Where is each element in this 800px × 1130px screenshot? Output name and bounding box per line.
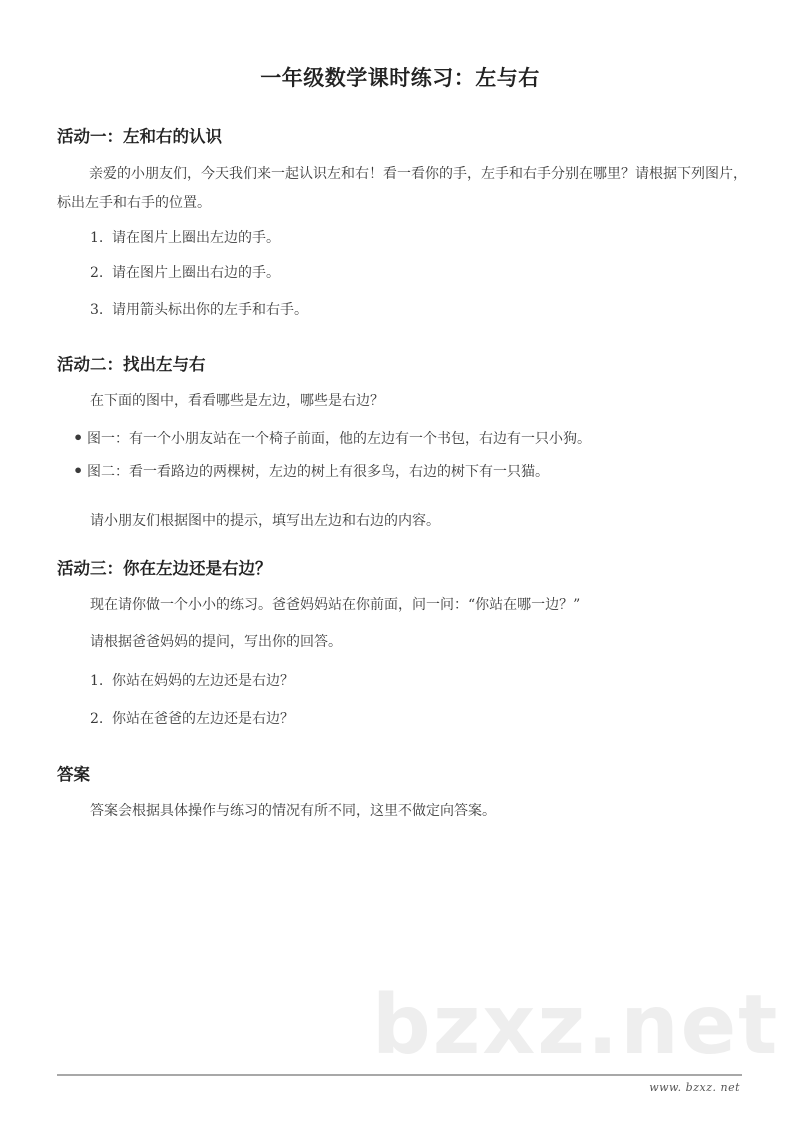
section-1-intro: 亲爱的小朋友们，今天我们来一起认识左和右！看一看你的手，左手和右手分别在哪里？请根据下列图片，标出左手和右手的位置。: [57, 166, 747, 211]
list-item: [90, 706, 294, 732]
bullet-icon: •: [73, 461, 84, 480]
list-item: [90, 297, 308, 323]
list-item: [90, 260, 280, 286]
list-text: 请在图片上圈出右边的手。: [112, 265, 280, 281]
list-item: [90, 668, 294, 694]
section-heading-activity-3: 活动三：你在左边还是右边？: [57, 559, 272, 578]
list-text: 请在图片上圈出左边的手。: [112, 230, 280, 246]
document-title: 一年级数学课时练习：左与右: [260, 66, 540, 90]
list-item: [90, 225, 280, 251]
list-number: 2.: [90, 265, 104, 281]
bullet-text: 图一：有一个小朋友站在一个椅子前面，他的左边有一个书包，右边有一只小狗。: [87, 431, 591, 447]
list-number: 2.: [90, 711, 104, 727]
list-number: 1.: [90, 230, 104, 246]
bullet-text: 图二：看一看路边的两棵树，左边的树上有很多鸟，右边的树下有一只猫。: [87, 464, 549, 480]
bullet-item: [73, 425, 591, 452]
bullet-item: [73, 458, 549, 485]
list-text: 请用箭头标出你的左手和右手。: [112, 302, 308, 318]
section-heading-activity-1: 活动一：左和右的认识: [57, 127, 222, 146]
section-heading-answer: 答案: [57, 765, 90, 784]
section-heading-activity-2: 活动二：找出左与右: [57, 355, 206, 374]
bullet-icon: •: [73, 428, 84, 447]
section-3-intro-2: 请根据爸爸妈妈的提问，写出你的回答。: [90, 634, 342, 650]
section-3-intro: 现在请你做一个小小的练习。爸爸妈妈站在你前面，问一问：“你站在哪一边？”: [90, 597, 581, 613]
watermark: bzxz.net: [372, 978, 780, 1073]
answer-text: 答案会根据具体操作与练习的情况有所不同，这里不做定向答案。: [90, 803, 496, 819]
list-text: 你站在妈妈的左边还是右边？: [112, 673, 294, 689]
footer-divider: [57, 1074, 742, 1076]
section-2-outro: 请小朋友们根据图中的提示，填写出左边和右边的内容。: [90, 513, 440, 529]
footer-url: www. bzxz. net: [649, 1081, 740, 1094]
list-text: 你站在爸爸的左边还是右边？: [112, 711, 294, 727]
section-2-intro: 在下面的图中，看看哪些是左边，哪些是右边？: [90, 393, 384, 409]
list-number: 1.: [90, 673, 104, 689]
list-number: 3.: [90, 302, 104, 318]
